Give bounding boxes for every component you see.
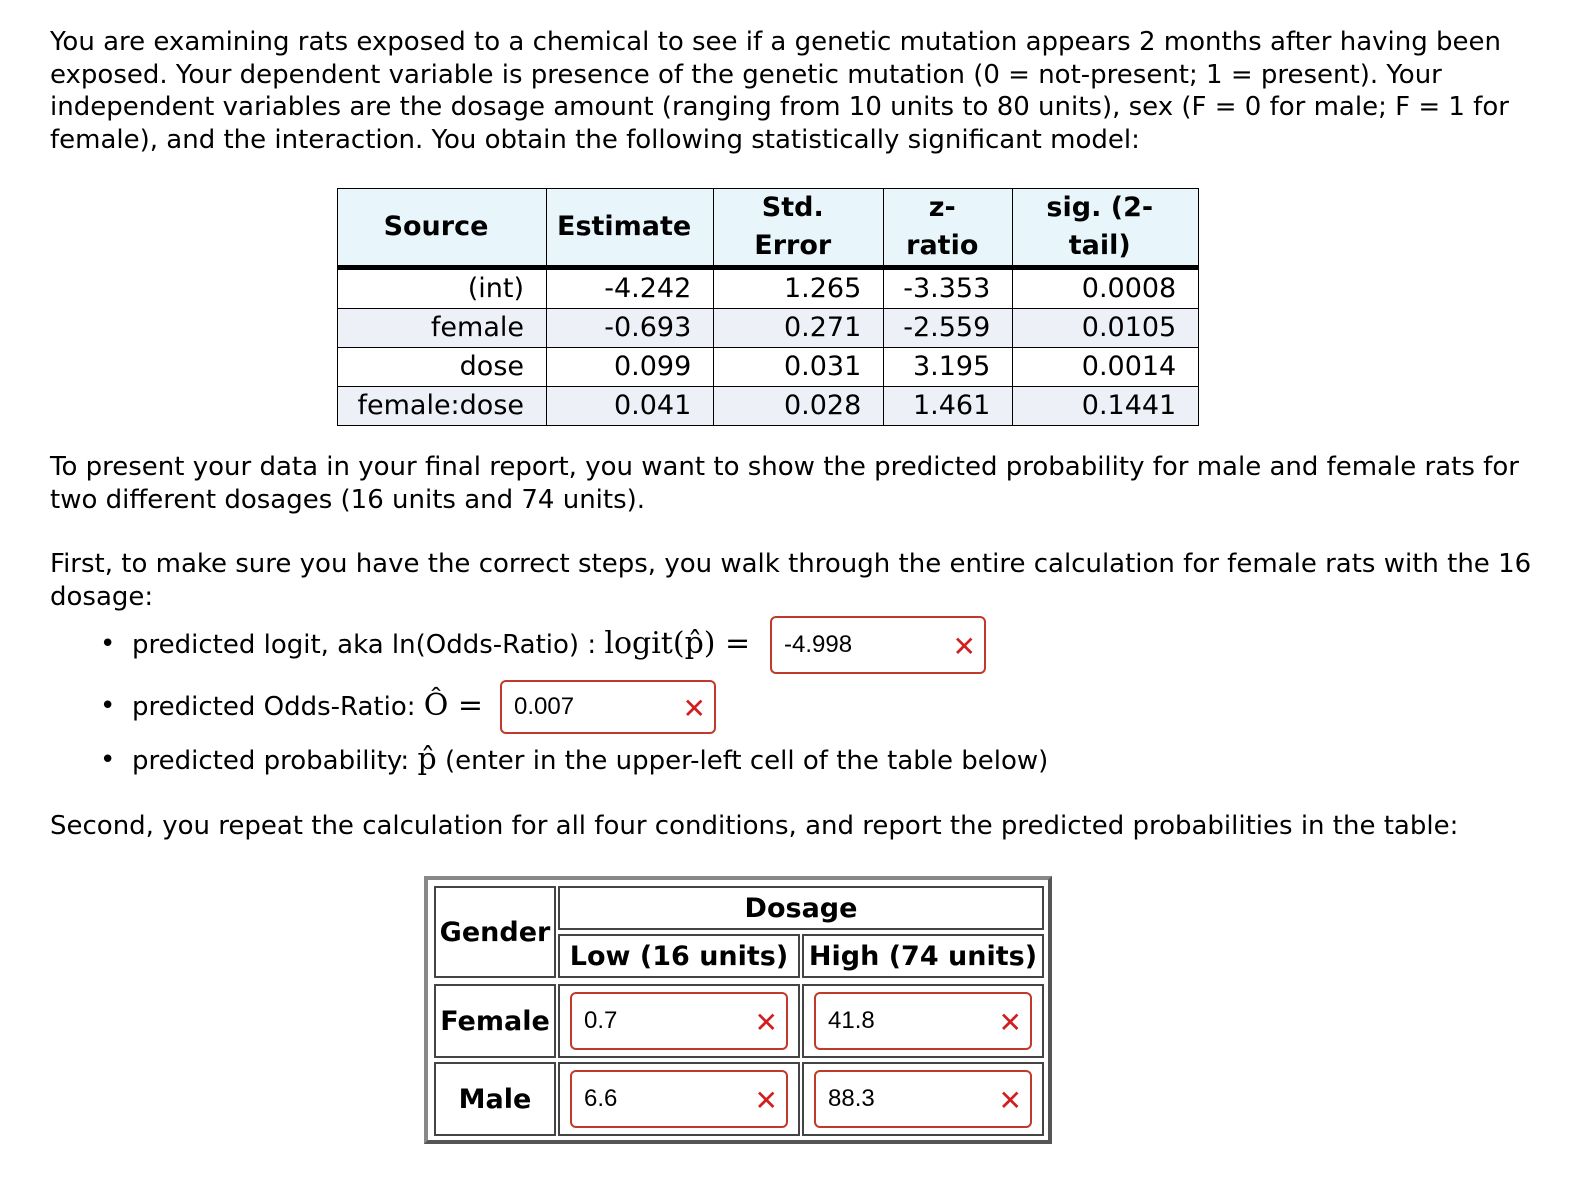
female-low-cell [558,984,800,1058]
prob-label: predicted probability: [132,746,410,776]
col-header-sig: sig. (2-tail) [1013,189,1199,268]
odds-answer-value: 0.007 [514,693,575,720]
intro-paragraph: You are examining rats exposed to a chemical to see if a genetic mutation appears 2 months after having been exposed. Your dependent variable is presence of the genetic mutation (0 = not-present; 1 = present). Your independent variables are the dosage amount (ranging from 10 units to 80 units), sex (F = 0 for male; F = 1 for female), and the interaction. You obtain the following statistically significant model: [50,27,1509,155]
wrong-icon: ✕ [754,1006,778,1039]
table-row [338,309,1199,348]
gender-header: Gender [434,886,556,978]
results-table [424,876,1052,1144]
row-z-ratio: 3.195 [884,348,1013,387]
low-dosage-header: Low (16 units) [558,934,800,978]
male-low-value: 6.6 [584,1085,618,1112]
col-header-z-ratio: z-ratio [884,189,1013,268]
logit-label: predicted logit, aka ln(Odds-Ratio) : [132,630,597,660]
logit-answer-value: -4.998 [784,631,853,658]
row-estimate: -0.693 [547,309,714,348]
table-row [338,268,1199,309]
second-paragraph: Second, you repeat the calculation for all four conditions, and report the predicted probabilities in the table: [50,811,1459,841]
row-estimate: -4.242 [547,268,714,309]
prob-suffix: (enter in the upper-left cell of the table below) [444,746,1049,776]
female-row-label: Female [434,984,556,1058]
row-std-error: 1.265 [714,268,884,309]
female-high-value: 41.8 [828,1007,875,1034]
odds-label: predicted Odds-Ratio: [132,692,416,722]
row-z-ratio: 1.461 [884,387,1013,426]
row-z-ratio: -2.559 [884,309,1013,348]
table-row [338,387,1199,426]
dosage-header: Dosage [558,886,1044,930]
wrong-icon: ✕ [998,1084,1022,1117]
female-high-field[interactable] [814,992,1032,1050]
logit-answer-field[interactable] [770,616,986,674]
male-high-value: 88.3 [828,1085,875,1112]
male-row-label: Male [434,1062,556,1136]
male-high-cell [802,1062,1044,1136]
bullet-dot: • [100,745,116,775]
first-paragraph: First, to make sure you have the correct steps, you walk through the entire calculation for female rats with the 16 dosage: [50,549,1532,612]
row-estimate: 0.099 [547,348,714,387]
high-dosage-header: High (74 units) [802,934,1044,978]
male-low-field[interactable] [570,1070,788,1128]
female-low-field[interactable] [570,992,788,1050]
bullet-dot: • [100,629,116,659]
row-z-ratio: -3.353 [884,268,1013,309]
male-high-field[interactable] [814,1070,1032,1128]
row-sig: 0.0008 [1013,268,1199,309]
row-sig: 0.0014 [1013,348,1199,387]
prob-symbol: p̂ [417,742,437,777]
bullet-dot: • [100,691,116,721]
table-row [338,348,1199,387]
row-std-error: 0.031 [714,348,884,387]
row-sig: 0.0105 [1013,309,1199,348]
wrong-icon: ✕ [952,630,976,663]
odds-formula: Ô = [423,688,484,723]
row-std-error: 0.028 [714,387,884,426]
female-low-value: 0.7 [584,1007,618,1034]
model-table [337,188,1199,426]
col-header-source: Source [338,189,547,268]
wrong-icon: ✕ [998,1006,1022,1039]
wrong-icon: ✕ [682,692,706,725]
row-std-error: 0.271 [714,309,884,348]
present-paragraph: To present your data in your final report, you want to show the predicted probability for male and female rats for two different dosages (16 units and 74 units). [50,452,1519,515]
female-high-cell [802,984,1044,1058]
row-source: dose [338,348,547,387]
odds-answer-field[interactable] [500,680,716,734]
row-source: female [338,309,547,348]
logit-formula: logit(p̂) = [604,626,751,661]
col-header-std-error: Std. Error [714,189,884,268]
wrong-icon: ✕ [754,1084,778,1117]
row-source: female:dose [338,387,547,426]
row-estimate: 0.041 [547,387,714,426]
male-low-cell [558,1062,800,1136]
row-source: (int) [338,268,547,309]
col-header-estimate: Estimate [547,189,714,268]
row-sig: 0.1441 [1013,387,1199,426]
